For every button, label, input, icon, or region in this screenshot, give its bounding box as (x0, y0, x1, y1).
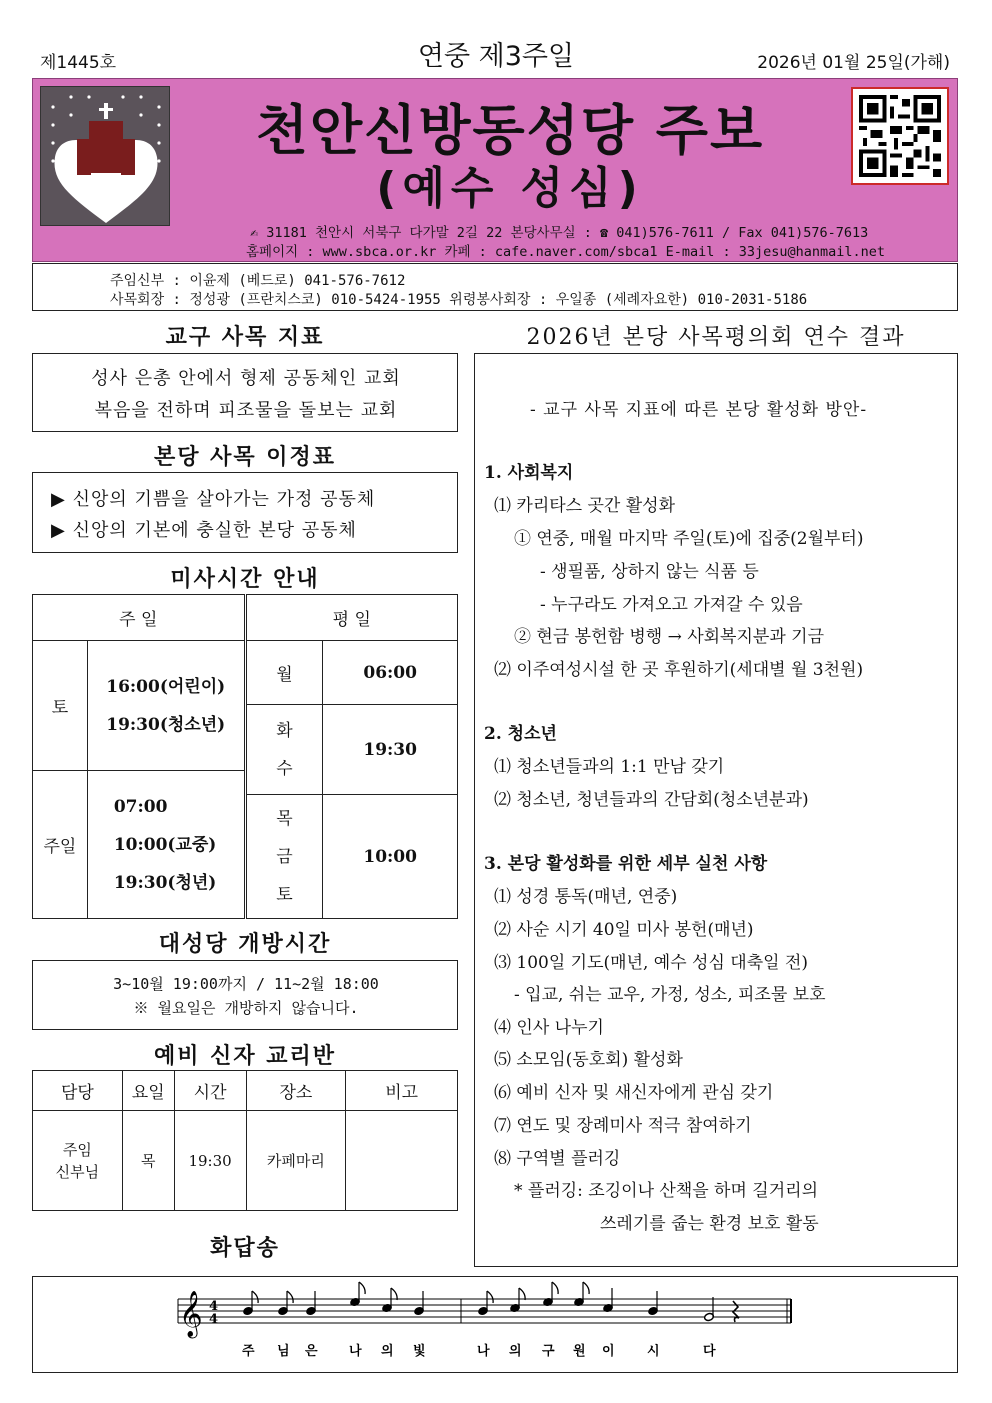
mass-times-title: 미사시간 안내 (170, 566, 320, 592)
issue-number: 제1445호 (40, 53, 117, 73)
retreat-line: ⑹ 예비 신자 및 새신자에게 관심 갖기 (494, 1083, 774, 1103)
parish-plan-box (32, 472, 458, 553)
retreat-line: 2. 청소년 (484, 724, 557, 744)
goal-line-1: 성사 은총 안에서 형제 공동체인 교회 (91, 368, 401, 389)
friday-label: 금 (276, 846, 293, 867)
note-flag (552, 1282, 558, 1294)
note-flag (487, 1291, 493, 1303)
sunday-label: 주일 (33, 771, 88, 919)
retreat-line: ② 현금 봉헌함 병행 → 사회복지분과 기금 (514, 627, 824, 647)
lyric-syllable: 님 (277, 1344, 290, 1359)
retreat-title: 2026년 본당 사목평의회 연수 결과 (526, 325, 906, 350)
note-flag (252, 1291, 258, 1303)
retreat-line: ① 연중, 매월 마지막 주일(토)에 집중(2월부터) (514, 529, 864, 549)
bulletin-subtitle: (예수 성심) (376, 163, 644, 214)
open-hours-line: 3~10월 19:00까지 / 11~2월 18:00 (113, 975, 379, 993)
council-info: 사목회장 : 정성광 (프란치스코) 010-5424-1955 위령봉사회장 : 우일종 (세례자요한) 010-2031-5186 (110, 292, 808, 308)
saturday-time-2: 19:30(청소년) (106, 714, 226, 735)
qr-code-icon[interactable] (851, 87, 949, 185)
lyric-syllable: 원 (573, 1344, 586, 1359)
col-header-teacher: 담당 (33, 1071, 123, 1111)
retreat-line: * 플러깅: 조깅이나 산책을 하며 길거리의 (514, 1181, 818, 1201)
address-line: ✍ 31181 천안시 서북구 다가말 2길 22 본당사무실 : ☎ 041)576-7611 / Fax 041)576-7613 (250, 225, 869, 241)
treble-clef-icon: 𝄞 (179, 1291, 203, 1337)
pastoral-goal-title: 교구 사목 지표 (165, 324, 325, 350)
col-header-note: 비고 (346, 1071, 458, 1111)
sunday-header: 주 일 (33, 595, 246, 641)
catechism-place: 카페마리 (246, 1111, 346, 1211)
retreat-line: ⑻ 구역별 플러깅 (494, 1149, 621, 1169)
saturday-time-1: 16:00(어린이) (106, 676, 226, 697)
catechism-title: 예비 신자 교리반 (153, 1043, 337, 1069)
saturday-weekday-label: 토 (276, 884, 293, 905)
retreat-line: ⑵ 청소년, 청년들과의 간담회(청소년분과) (494, 790, 809, 810)
col-header-day: 요일 (122, 1071, 174, 1111)
sunday-time-2: 10:00(교중) (113, 834, 217, 855)
music-staff (33, 1277, 959, 1374)
sunday-time-3: 19:30(청년) (113, 872, 217, 893)
retreat-line: ⑴ 카리타스 곳간 활성화 (494, 496, 676, 516)
retreat-line: ⑸ 소모임(동호회) 활성화 (494, 1050, 683, 1070)
lyric-syllable: 다 (703, 1344, 716, 1359)
retreat-line: 1. 사회복지 (484, 463, 574, 483)
note-flag (391, 1288, 397, 1300)
retreat-line: - 생필품, 상하지 않는 식품 등 (540, 562, 759, 582)
catechism-table (32, 1070, 458, 1211)
lyric-syllable: 이 (602, 1344, 615, 1359)
retreat-line: ⑶ 100일 기도(매년, 예수 성심 대축일 전) (494, 953, 809, 973)
tue-wed-time: 19:30 (323, 705, 458, 795)
lyric-syllable: 나 (349, 1344, 362, 1359)
lyric-syllable: 빛 (413, 1344, 426, 1359)
psalm-score-box (32, 1276, 958, 1373)
thu-fri-sat-label (245, 795, 323, 919)
thu-fri-sat-time: 10:00 (323, 795, 458, 919)
lyric-syllable: 시 (647, 1344, 660, 1359)
thursday-label: 목 (276, 808, 293, 829)
plan-line-1: ▶ 신앙의 기쁨을 살아가는 가정 공동체 (51, 489, 376, 510)
church-open-title: 대성당 개방시간 (158, 931, 332, 957)
retreat-line: ⑺ 연도 및 장례미사 적극 참여하기 (494, 1116, 752, 1136)
retreat-line: 3. 본당 활성화를 위한 세부 실천 사항 (484, 854, 768, 874)
teacher-line-1: 주임 (62, 1140, 92, 1159)
lyric-syllable: 구 (542, 1344, 555, 1359)
teacher-line-2: 신부님 (55, 1162, 100, 1181)
sunday-times (87, 771, 245, 919)
pastor-info: 주임신부 : 이윤제 (베드로) 041-576-7612 (110, 273, 406, 289)
catechism-time: 19:30 (174, 1111, 246, 1211)
retreat-line: ⑴ 청소년들과의 1:1 만남 갖기 (494, 757, 725, 777)
liturgical-week: 연중 제3주일 (417, 41, 575, 72)
tuesday-label: 화 (276, 720, 293, 741)
saturday-label: 토 (33, 641, 88, 771)
goal-line-2: 복음을 전하며 피조물을 돌보는 교회 (94, 400, 398, 421)
sunday-time-1: 07:00 (113, 796, 168, 817)
retreat-line: ⑵ 사순 시기 40일 미사 봉헌(매년) (494, 920, 754, 940)
lyric-syllable: 의 (509, 1344, 522, 1359)
monday-label: 월 (245, 641, 323, 705)
retreat-line: 쓰레기를 줍는 환경 보호 활동 (600, 1214, 819, 1234)
web-contact-line: 홈페이지 : www.sbca.or.kr 카페 : cafe.naver.com/sbca1 E-mail : 33jesu@hanmail.net (246, 244, 886, 260)
retreat-line: - 입교, 쉬는 교우, 가정, 성소, 피조물 보호 (514, 985, 826, 1005)
parish-plan-title: 본당 사목 이정표 (153, 444, 337, 470)
lyric-syllable: 의 (381, 1344, 394, 1359)
note-flag (519, 1288, 525, 1300)
retreat-line: - 교구 사목 지표에 따른 본당 활성화 방안- (530, 400, 868, 420)
col-header-place: 장소 (246, 1071, 346, 1111)
time-sig-top: 4 (209, 1299, 219, 1314)
pastoral-goal-box (32, 353, 458, 432)
catechism-teacher (33, 1111, 123, 1211)
time-sig-bottom: 4 (209, 1312, 219, 1327)
wednesday-label: 수 (276, 758, 293, 779)
plan-line-2: ▶ 신앙의 기본에 충실한 본당 공동체 (51, 520, 357, 541)
retreat-line: - 누구라도 가져오고 가져갈 수 있음 (540, 595, 803, 615)
lyric-syllable: 나 (477, 1344, 490, 1359)
tue-wed-label (245, 705, 323, 795)
church-open-box (32, 960, 458, 1030)
monday-time: 06:00 (323, 641, 458, 705)
open-note-line: ※ 월요일은 개방하지 않습니다. (133, 999, 359, 1017)
bulletin-date: 2026년 01월 25일(가해) (757, 53, 950, 73)
psalm-title: 화답송 (210, 1235, 280, 1261)
church-logo (40, 86, 170, 226)
weekday-header: 평 일 (245, 595, 457, 641)
retreat-line: ⑷ 인사 나누기 (494, 1018, 604, 1038)
lyric-syllable: 은 (305, 1344, 318, 1359)
retreat-line: ⑵ 이주여성시설 한 곳 후원하기(세대별 월 3천원) (494, 660, 864, 680)
note-flag (583, 1282, 589, 1294)
note-flag (287, 1291, 293, 1303)
retreat-line: ⑴ 성경 통독(매년, 연중) (494, 887, 678, 907)
bulletin-title: 천안신방동성당 주보 (255, 99, 765, 162)
saturday-times (87, 641, 245, 771)
catechism-note (346, 1111, 458, 1211)
note-flag (359, 1282, 365, 1294)
col-header-time: 시간 (174, 1071, 246, 1111)
mass-times-table (32, 594, 458, 919)
lyric-syllable: 주 (242, 1344, 255, 1359)
catechism-day: 목 (122, 1111, 174, 1211)
